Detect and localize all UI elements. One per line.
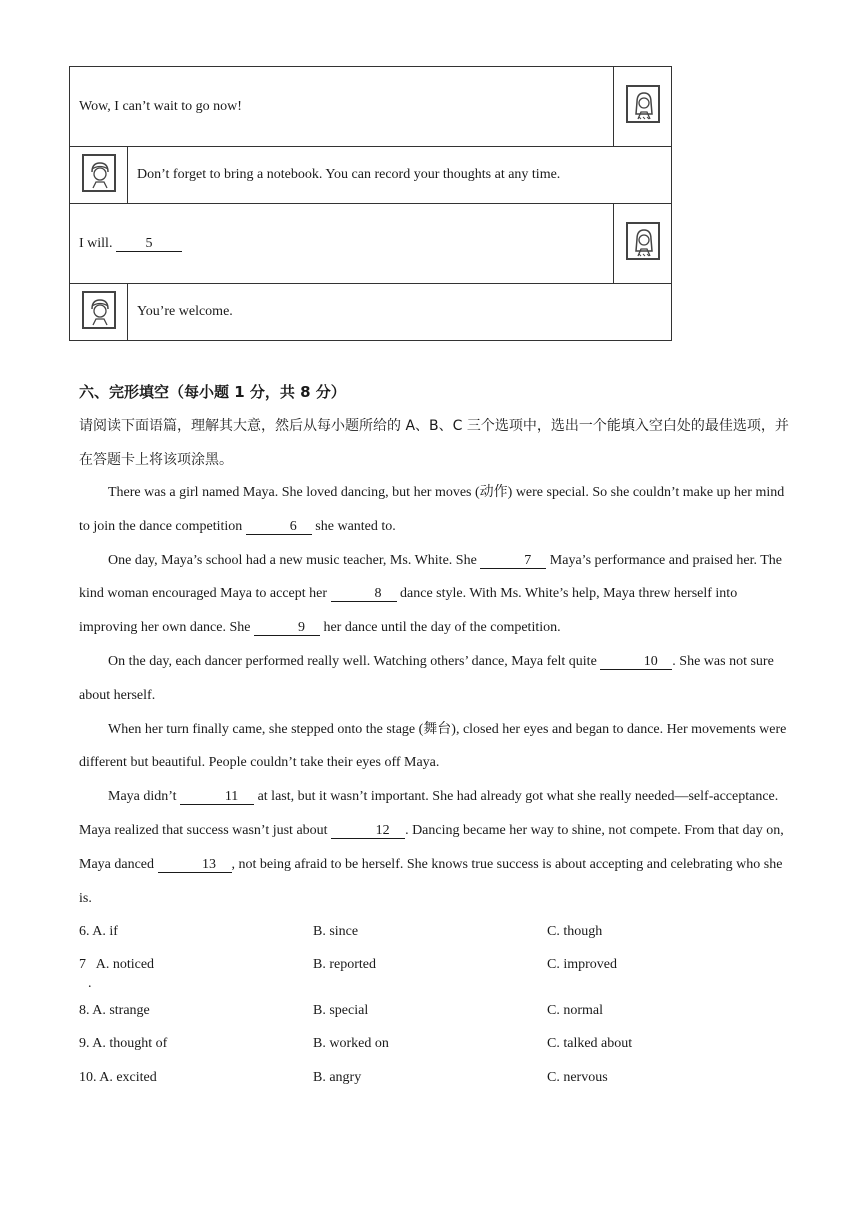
dialogue-text: I will. 5 bbox=[70, 204, 614, 284]
boy-portrait-icon bbox=[82, 154, 116, 192]
answer-blank: 10 bbox=[600, 654, 672, 670]
answer-blank: 9 bbox=[254, 620, 320, 636]
answer-blank: 11 bbox=[180, 789, 254, 805]
answer-blank: 7 bbox=[480, 553, 546, 569]
option-c: C. though bbox=[547, 924, 603, 939]
speaker-cell bbox=[70, 147, 128, 204]
option-c: C. nervous bbox=[547, 1070, 608, 1085]
girl-portrait-icon bbox=[626, 222, 660, 260]
dialogue-text: Wow, I can’t wait to go now! bbox=[70, 67, 614, 147]
dialogue-text: Don’t forget to bring a notebook. You can record your thoughts at any time. bbox=[128, 147, 672, 204]
option-a: 9. A. thought of bbox=[79, 1036, 168, 1051]
cloze-passage bbox=[79, 476, 789, 915]
section-instructions: 请阅读下面语篇，理解其大意，然后从每小题所给的 A、B、C 三个选项中，选出一个能填入空白处的最佳选项，并在答题卡上将该项涂黑。 bbox=[79, 418, 789, 468]
option-a: 10. A. excited bbox=[79, 1070, 157, 1085]
answer-blank: 13 bbox=[158, 857, 232, 873]
option-c: C. normal bbox=[547, 1003, 603, 1018]
dialogue-row bbox=[70, 284, 672, 341]
speaker-cell bbox=[614, 67, 672, 147]
dialogue-row bbox=[70, 67, 672, 147]
boy-portrait-icon bbox=[82, 291, 116, 329]
option-a: 6. A. if bbox=[79, 924, 118, 939]
dialogue-row bbox=[70, 147, 672, 204]
option-a: 7 A. noticed bbox=[79, 957, 155, 972]
option-c: C. improved bbox=[547, 957, 617, 972]
section-title: 六、完形填空（每小题 1 分，共 8 分） bbox=[79, 383, 346, 401]
option-b: B. worked on bbox=[313, 1036, 389, 1051]
speaker-cell bbox=[70, 284, 128, 341]
dialogue-row bbox=[70, 204, 672, 284]
paragraph: On the day, each dancer performed really well. Watching others’ dance, Maya felt quite 10 . She was not sure about herself. bbox=[79, 653, 774, 703]
option-b: B. angry bbox=[313, 1070, 362, 1085]
paragraph: When her turn finally came, she stepped onto the stage (舞台), closed her eyes and began to dance. Her movements were different but beautiful. People couldn’t take their eyes off Maya. bbox=[79, 721, 787, 771]
option-c: C. talked about bbox=[547, 1036, 633, 1051]
answer-blank: 6 bbox=[246, 519, 312, 535]
stray-mark: . bbox=[88, 976, 92, 991]
option-b: B. special bbox=[313, 1003, 369, 1018]
answer-blank: 12 bbox=[331, 823, 405, 839]
option-a: 8. A. strange bbox=[79, 1003, 150, 1018]
paragraph: One day, Maya’s school had a new music teacher, Ms. White. She 7 Maya’s performance and praised her. The kind woman encouraged Maya to accept her 8 dance style. With Ms. White’s help, Maya threw herself into improving her own dance. She 9 her dance until the day of the competition. bbox=[79, 552, 782, 636]
paragraph: Maya didn’t 11 at last, but it wasn’t important. She had already got what she really needed—self-acceptance. Maya realized that success wasn’t just about 12 . Dancing became her way to shine, not compete. From that day on, Maya danced 13 , not being afraid to be herself. She knows true success is about accepting and celebrating who she is. bbox=[79, 789, 784, 906]
dialogue-table bbox=[69, 66, 672, 341]
answer-blank: 5 bbox=[116, 236, 182, 252]
paragraph: There was a girl named Maya. She loved dancing, but her moves (动作) were special. So she couldn’t make up her mind to join the dance competition 6 she wanted to. bbox=[79, 485, 785, 534]
option-b: B. reported bbox=[313, 957, 376, 972]
option-b: B. since bbox=[313, 924, 359, 939]
girl-portrait-icon bbox=[626, 85, 660, 123]
answer-blank: 8 bbox=[331, 586, 397, 602]
speaker-cell bbox=[614, 204, 672, 284]
dialogue-text: You’re welcome. bbox=[128, 284, 672, 341]
